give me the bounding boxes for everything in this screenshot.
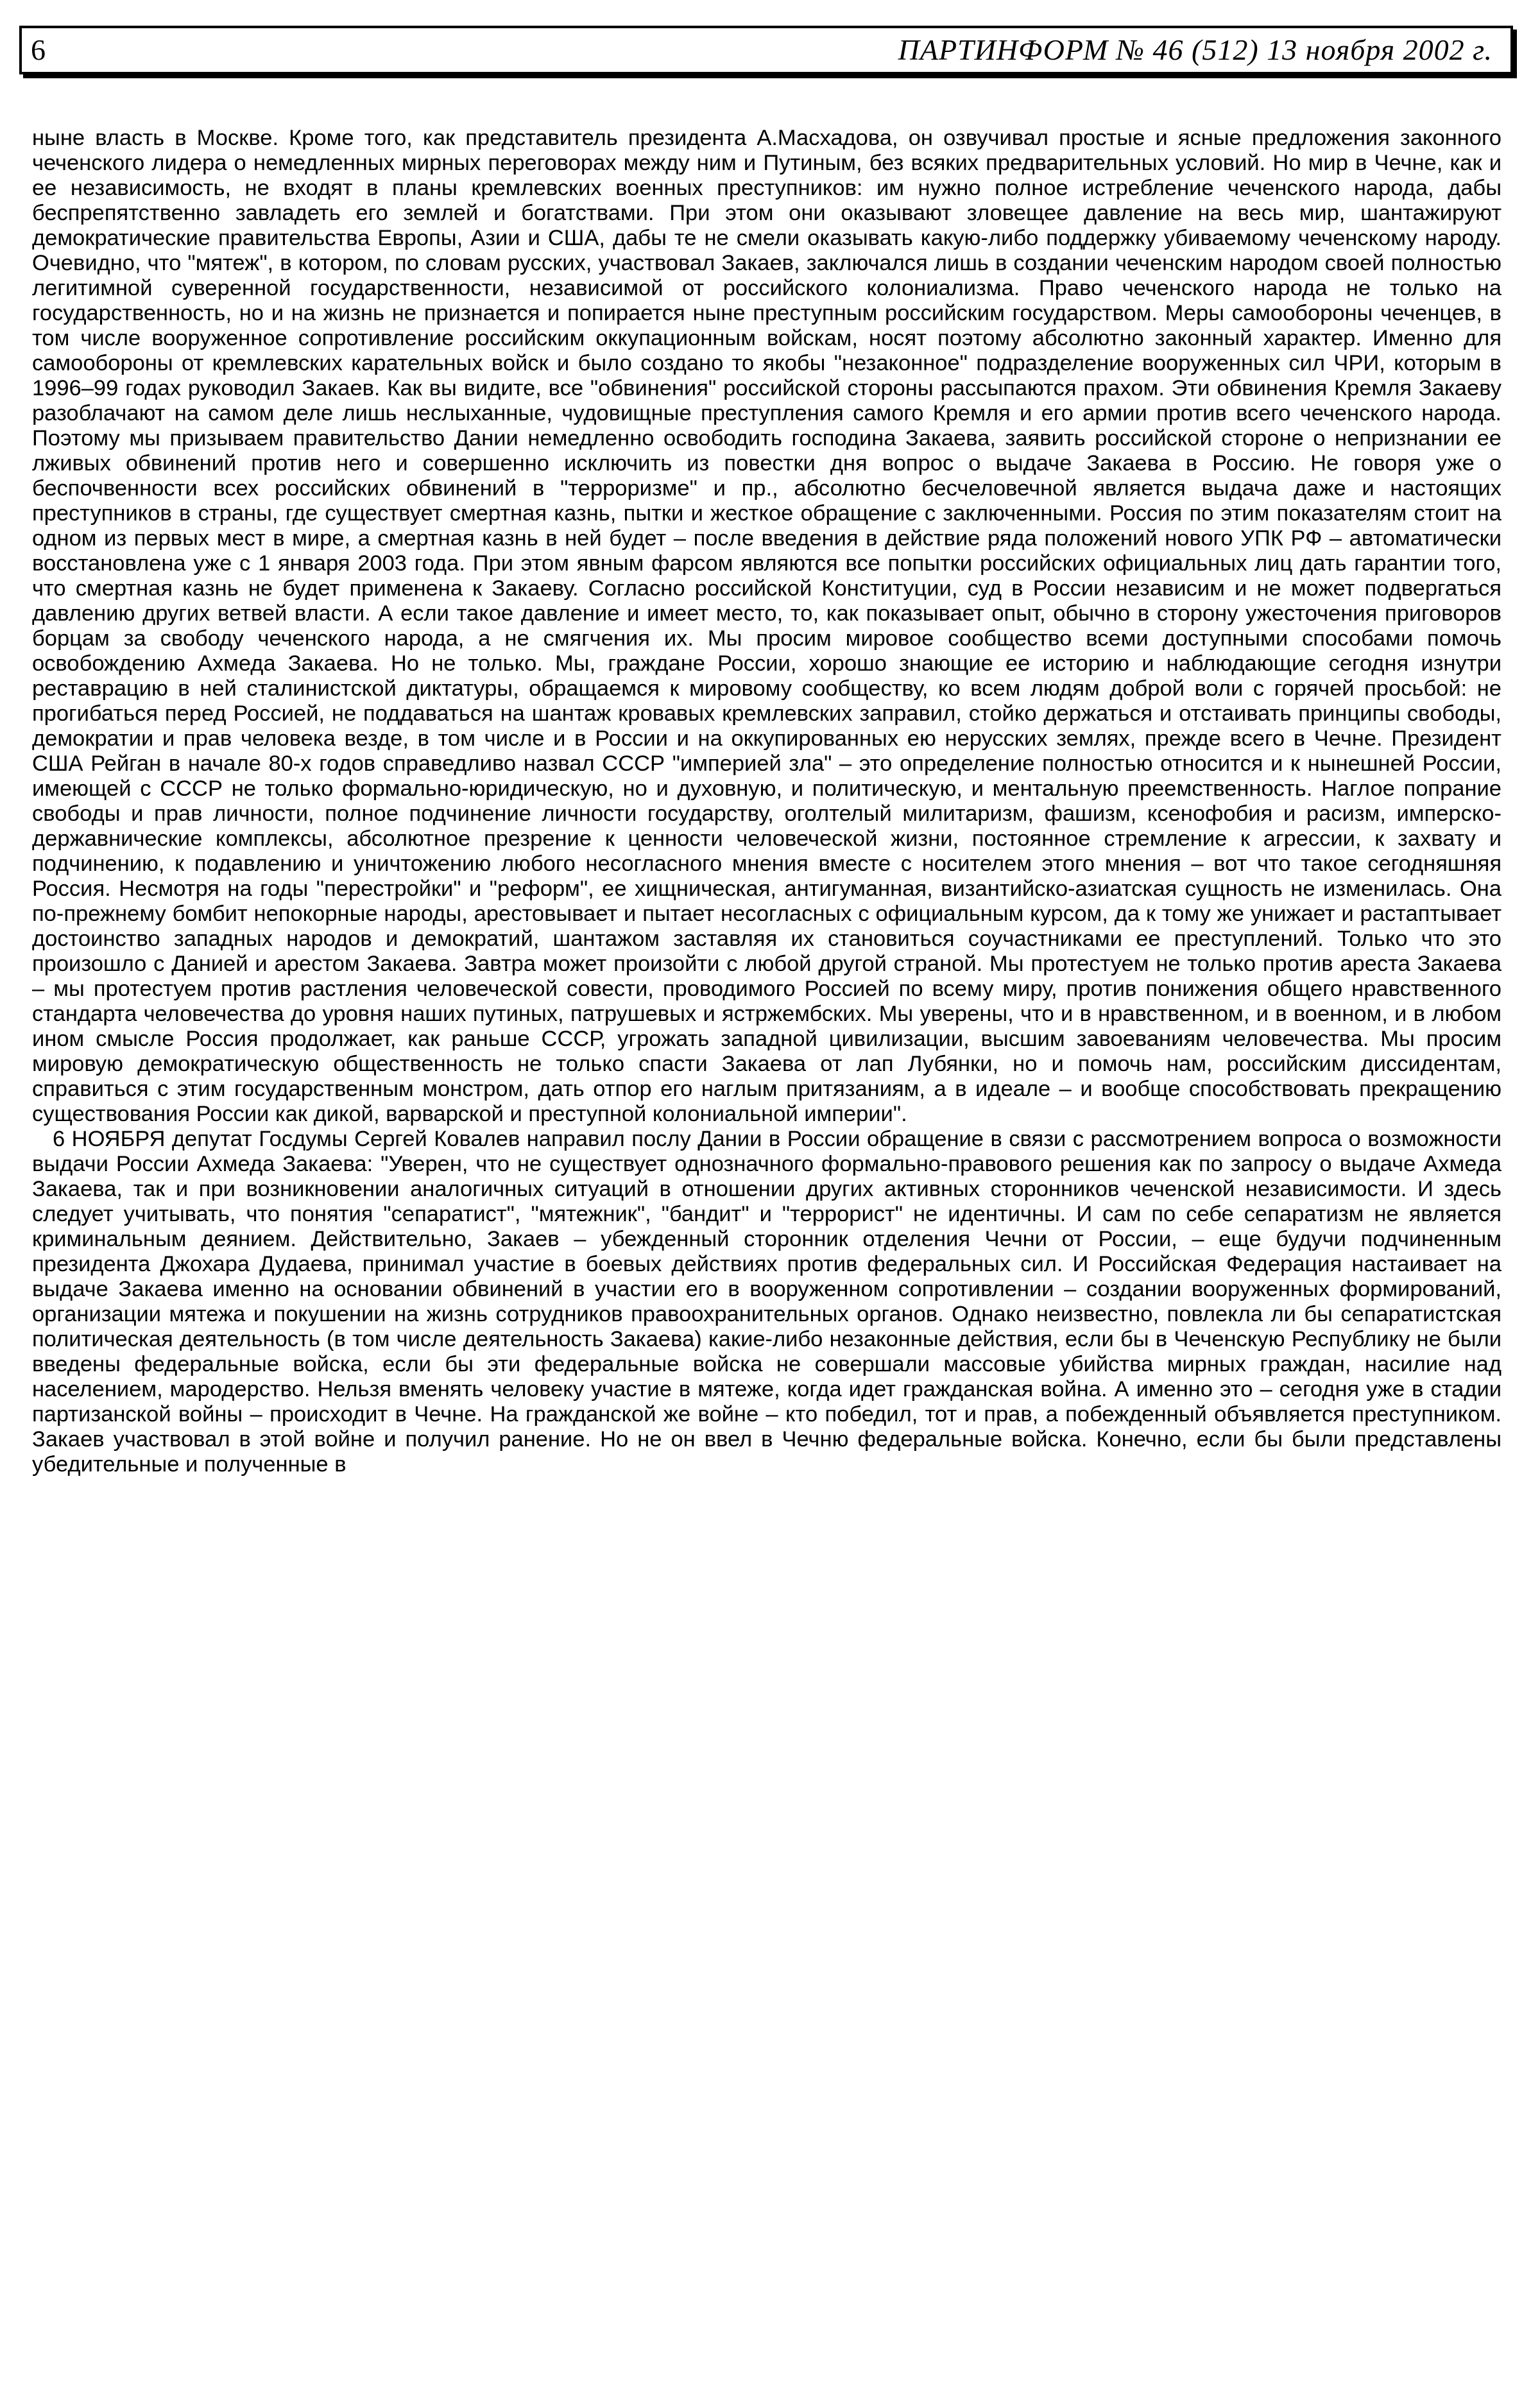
page-number: 6 — [31, 33, 46, 66]
paragraph-2: 6 НОЯБРЯ депутат Госдумы Сергей Ковалев направил послу Дании в России обращение в связи с рассмотрением вопроса о возможности выдачи России Ахмеда Закаева: "Уверен, что не существует однозначного формально-правового решения как по запросу о выдаче Ахмеда Закаева, так и при возникновении аналогичных ситуаций в отношении других активных сторонников чеченской независимости. И здесь следует учитывать, что понятия "сепаратист", "мятежник", "бандит" и "террорист" не идентичны. И сам по себе сепаратизм не является криминальным деянием. Действительно, Закаев – убежденный сторонник отделения Чечни от России, – еще будучи подчиненным президента Джохара Дудаева, принимал участие в боевых действиях против федеральных сил. И Российская Федерация настаивает на выдаче Закаева именно на основании обвинений в участии его в вооруженном сопротивлении – создании вооруженных формирований, организации мятежа и покушении на жизнь сотрудников правоохранительных органов. Однако неизвестно, повлекла ли бы сепаратистская политическая деятельность (в том числе деятельность Закаева) какие-либо незаконные действия, если бы в Чеченскую Республику не были введены федеральные войска, если бы эти федеральные войска не совершали массовые убийства мирных граждан, насилие над населением, мародерство. Нельзя вменять человеку участие в мятеже, когда идет гражданская война. А именно это – сегодня уже в стадии партизанской войны – происходит в Чечне. На гражданской же войне – кто победил, тот и прав, а побежденный объявляется преступником. Закаев участвовал в этой войне и получил ранение. Но не он ввел в Чечню федеральные войска. Конечно, если бы были представлены убедительные и полученные в — [32, 1127, 1502, 1477]
issue-title: ПАРТИНФОРМ № 46 (512) 13 ноября 2002 г. — [898, 33, 1493, 66]
page-header — [19, 26, 1513, 74]
paragraph-1: ныне власть в Москве. Кроме того, как представитель президента А.Масхадова, он озвучивал простые и ясные предложения законного чеченского лидера о немедленных мирных переговорах между ним и Путиным, без всяких предварительных условий. Но мир в Чечне, как и ее независимость, не входят в планы кремлевских военных преступников: им нужно полное истребление чеченского народа, дабы беспрепятственно завладеть его землей и богатствами. При этом они оказывают зловещее давление на весь мир, шантажируют демократические правительства Европы, Азии и США, дабы те не смели оказывать какую-либо поддержку убиваемому чеченскому народу. Очевидно, что "мятеж", в котором, по словам русских, участвовал Закаев, заключался лишь в создании чеченским народом своей полностью легитимной суверенной государственности, независимой от российского колониализма. Право чеченского народа не только на государственность, но и на жизнь не признается и попирается ныне преступным российским государством. Меры самообороны чеченцев, в том числе вооруженное сопротивление российским оккупационным войскам, носят поэтому абсолютно законный характер. Именно для самообороны от кремлевских карательных войск и было создано то якобы "незаконное" подразделение вооруженных сил ЧРИ, которым в 1996–99 годах руководил Закаев. Как вы видите, все "обвинения" российской стороны рассыпаются прахом. Эти обвинения Кремля Закаеву разоблачают на самом деле лишь неслыханные, чудовищные преступления самого Кремля и его армии против всего чеченского народа. Поэтому мы призываем правительство Дании немедленно освободить господина Закаева, заявить российской стороне о непризнании ее лживых обвинений против него и совершенно исключить из повестки дня вопрос о выдаче Закаева в Россию. Не говоря уже о беспочвенности всех российских обвинений в "терроризме" и пр., абсолютно бесчеловечной является выдача даже и настоящих преступников в страны, где существует смертная казнь, пытки и жесткое обращение с заключенными. Россия по этим показателям стоит на одном из первых мест в мире, а смертная казнь в ней будет – после введения в действие ряда положений нового УПК РФ – автоматически восстановлена уже с 1 января 2003 года. При этом явным фарсом являются все попытки российских официальных лиц дать гарантии того, что смертная казнь не будет применена к Закаеву. Согласно российской Конституции, суд в России независим и не может подвергаться давлению других ветвей власти. А если такое давление и имеет место, то, как показывает опыт, обычно в сторону ужесточения приговоров борцам за свободу чеченского народа, а не смягчения их. Мы просим мировое сообщество всеми доступными способами помочь освобождению Ахмеда Закаева. Но не только. Мы, граждане России, хорошо знающие ее историю и наблюдающие сегодня изнутри реставрацию в ней сталинистской диктатуры, обращаемся к мировому сообществу, ко всем людям доброй воли с горячей просьбой: не прогибаться перед Россией, не поддаваться на шантаж кровавых кремлевских заправил, стойко держаться и отстаивать принципы свободы, демократии и прав человека везде, в том числе и в России и на оккупированных ею нерусских землях, прежде всего в Чечне. Президент США Рейган в начале 80-х годов справедливо назвал СССР "империей зла" – это определение полностью относится и к нынешней России, имеющей с СССР не только формально-юридическую, но и духовную, и политическую, и ментальную преемственность. Наглое попрание свободы и прав личности, полное подчинение личности государству, оголтелый милитаризм, фашизм, ксенофобия и расизм, имперско-державнические комплексы, абсолютное презрение к ценности человеческой жизни, постоянное стремление к агрессии, к захвату и подчинению, к подавлению и уничтожению любого несогласного мнения вместе с носителем этого мнения – вот что такое сегодняшняя Россия. Несмотря на годы "перестройки" и "реформ", ее хищническая, антигуманная, византийско-азиатская сущность не изменилась. Она по-прежнему бомбит непокорные народы, арестовывает и пытает несогласных с официальным курсом, да к тому же унижает и растаптывает достоинство западных народов и демократий, шантажом заставляя их становиться соучастниками ее преступлений. Только что это произошло с Данией и арестом Закаева. Завтра может произойти с любой другой страной. Мы протестуем не только против ареста Закаева – мы протестуем против растления человеческой совести, проводимого Россией по всему миру, против понижения общего нравственного стандарта человечества до уровня наших путиных, патрушевых и ястржембских. Мы уверены, что и в нравственном, и в военном, и в любом ином смысле Россия продолжает, как раньше СССР, угрожать западной цивилизации, высшим завоеваниям человечества. Мы просим мировую демократическую общественность не только спасти Закаева от лап Лубянки, но и помочь нам, российским диссидентам, справиться с этим государственным монстром, дать отпор его наглым притязаниям, а в идеале – и вообще способствовать прекращению существования России как дикой, варварской и преступной колониальной империи". — [32, 126, 1502, 1126]
article-body — [32, 126, 1502, 1477]
